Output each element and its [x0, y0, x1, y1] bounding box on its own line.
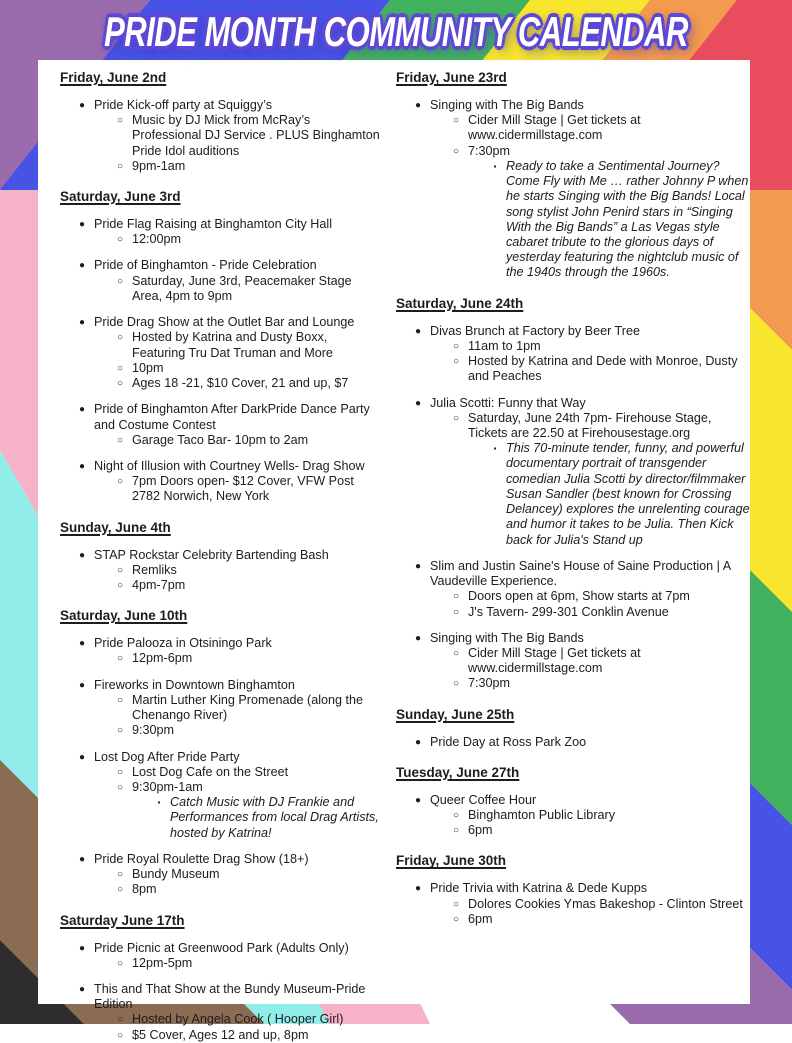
- event-detail-text: Doors open at 6pm, Show starts at 7pm: [468, 589, 690, 604]
- calendar-column-right: [396, 70, 752, 1043]
- bullet-icon: ○: [116, 1029, 124, 1041]
- bullet-icon: ●: [78, 983, 86, 995]
- event-detail-text: Saturday, June 3rd, Peacemaker Stage Area, 4pm to 9pm: [132, 273, 352, 303]
- bullet-icon: ○: [116, 476, 124, 488]
- event-detail-text: Bundy Museum: [132, 867, 220, 882]
- event-title-row: [396, 98, 752, 113]
- calendar-columns: [60, 70, 750, 1043]
- event-title: Fireworks in Downtown Binghamton: [94, 677, 295, 692]
- event-detail-text: Remliks: [132, 562, 177, 577]
- event-detail-text: Music by DJ Mick from McRay’s Professional DJ Service . PLUS Binghamton Pride Idol auditions: [132, 113, 380, 158]
- event-detail-row: [60, 232, 382, 247]
- event-detail-row: [60, 433, 382, 448]
- bullet-icon: ▪: [493, 444, 497, 454]
- event-item: [60, 315, 382, 391]
- bullet-icon: ○: [452, 678, 460, 690]
- bullet-icon: ●: [414, 397, 422, 409]
- bullet-icon: ○: [116, 957, 124, 969]
- event-title-row: [60, 402, 382, 432]
- event-title: Singing with The Big Bands: [430, 630, 584, 645]
- event-detail-row: [60, 765, 382, 780]
- event-detail-text: This 70-minute tender, funny, and powerful documentary portrait of transgender comedian Julia Scotti by director/filmmaker Susan Sandler (best known for Crossing Delancey) explores the unrelenting courage and humor it takes to be Julia. Then Kick back for Julia's Stand up: [506, 441, 750, 547]
- event-detail-text: 9:30pm: [132, 723, 175, 738]
- event-title: Singing with The Big Bands: [430, 97, 584, 112]
- bullet-icon: ●: [78, 99, 86, 111]
- bullet-icon: ○: [116, 782, 124, 793]
- event-detail-row: [396, 411, 752, 441]
- event-detail-row: [60, 1012, 382, 1027]
- event-title-row: [60, 217, 382, 232]
- event-title: Julia Scotti: Funny that Way: [430, 395, 586, 410]
- event-title: Lost Dog After Pride Party: [94, 749, 240, 764]
- event-title-row: [60, 982, 382, 1012]
- event-item: [60, 852, 382, 898]
- date-header: Friday, June 23rd: [396, 70, 507, 85]
- event-detail-text: 6pm: [468, 823, 493, 838]
- bullet-icon: ●: [78, 751, 86, 763]
- event-detail-text: Dolores Cookies Ymas Bakeshop - Clinton Street: [468, 896, 743, 911]
- bullet-icon: ○: [116, 1014, 124, 1026]
- event-detail-text: 6pm: [468, 911, 493, 926]
- event-item: [60, 98, 382, 174]
- bullet-icon: ○: [116, 332, 124, 344]
- event-detail-text: Cider Mill Stage | Get tickets at www.cidermillstage.com: [468, 646, 641, 676]
- event-detail-text: 4pm-7pm: [132, 578, 186, 593]
- event-detail-text: Garage Taco Bar- 10pm to 2am: [132, 432, 309, 447]
- calendar-section: [396, 707, 752, 750]
- event-item: [60, 678, 382, 739]
- calendar-section: [396, 296, 752, 692]
- date-header: Friday, June 30th: [396, 853, 507, 869]
- event-detail-text: J's Tavern- 299-301 Conklin Avenue: [468, 604, 669, 619]
- event-title: This and That Show at the Bundy Museum-Pride Edition: [94, 981, 366, 1012]
- event-title-row: [60, 941, 382, 956]
- event-detail-row: [396, 823, 752, 838]
- bullet-icon: ○: [116, 378, 124, 390]
- event-title: Pride of Binghamton - Pride Celebration: [94, 258, 317, 273]
- event-detail-text: Hosted by Katrina and Dusty Boxx, Featuring Tru Dat Truman and More: [132, 330, 333, 360]
- event-title: Pride Day at Ross Park Zoo: [430, 734, 587, 749]
- event-title-row: [60, 750, 382, 765]
- event-item: [396, 559, 752, 620]
- event-detail-text: 11am to 1pm: [468, 338, 541, 353]
- event-detail-text: 7pm Doors open- $12 Cover, VFW Post 2782 Norwich, New York: [132, 474, 354, 504]
- event-title-row: [396, 324, 752, 339]
- event-detail-text: 12pm-6pm: [132, 651, 193, 666]
- event-detail-row: [396, 676, 752, 691]
- event-item: [60, 217, 382, 247]
- date-header: Saturday, June 10th: [60, 608, 188, 624]
- event-detail-row: [60, 956, 382, 971]
- calendar-section: [396, 70, 752, 281]
- event-title-row: [396, 881, 752, 896]
- bullet-icon: ○: [452, 825, 460, 837]
- event-detail-text: 8pm: [132, 882, 157, 897]
- event-item: [396, 793, 752, 839]
- event-detail-row: [60, 361, 382, 376]
- event-detail-row: [60, 578, 382, 593]
- bullet-icon: ●: [414, 99, 422, 111]
- event-detail-row: [396, 589, 752, 604]
- bullet-icon: ●: [78, 404, 86, 416]
- bullet-icon: ○: [116, 884, 124, 896]
- event-detail-row: [60, 693, 382, 723]
- event-title: Night of Illusion with Courtney Wells- Drag Show: [94, 458, 365, 473]
- event-title-row: [60, 98, 382, 113]
- event-detail-row: [396, 354, 752, 384]
- date-header: Saturday, June 3rd: [60, 189, 181, 205]
- event-title: STAP Rockstar Celebrity Bartending Bash: [94, 547, 329, 562]
- bullet-icon: ○: [452, 340, 460, 352]
- event-detail-row: [60, 330, 382, 360]
- date-header: Sunday, June 25th: [396, 706, 515, 722]
- bullet-icon: ○: [452, 809, 460, 821]
- event-detail-text: 10pm: [132, 360, 164, 375]
- event-title: Pride Trivia with Katrina & Dede Kupps: [430, 881, 647, 896]
- event-item: [60, 941, 382, 971]
- bullet-icon: ●: [78, 218, 86, 230]
- event-detail-text: 9:30pm-1am: [132, 780, 203, 794]
- bullet-icon: ●: [78, 549, 86, 561]
- event-title: Pride Royal Roulette Drag Show (18+): [94, 851, 309, 866]
- bullet-icon: ●: [78, 679, 86, 691]
- bullet-icon: ○: [116, 564, 124, 576]
- event-detail-row: [60, 795, 382, 841]
- bullet-icon: ●: [414, 632, 422, 644]
- event-title: Slim and Justin Saine's House of Saine Production | A Vaudeville Experience.: [430, 558, 731, 589]
- calendar-section: [60, 189, 382, 505]
- event-title-row: [396, 396, 752, 411]
- bullet-icon: ●: [78, 260, 86, 272]
- bullet-icon: ○: [452, 913, 460, 925]
- bullet-icon: ○: [116, 434, 124, 446]
- event-detail-text: 7:30pm: [468, 143, 511, 158]
- event-title-row: [60, 548, 382, 563]
- event-detail-row: [60, 376, 382, 391]
- event-title-row: [396, 793, 752, 808]
- bullet-icon: ○: [116, 275, 124, 287]
- bullet-icon: ○: [116, 160, 124, 172]
- bullet-icon: ○: [452, 591, 460, 603]
- bullet-icon: ●: [78, 942, 86, 954]
- event-title: Pride Drag Show at the Outlet Bar and Lounge: [94, 315, 355, 330]
- bullet-icon: ○: [116, 725, 124, 737]
- bullet-icon: ○: [452, 648, 460, 660]
- date-header: Saturday, June 24th: [396, 295, 524, 311]
- poster-title: PRIDE MONTH COMMUNITY CALENDAR: [104, 8, 688, 56]
- bullet-icon: ○: [452, 898, 460, 910]
- event-detail-text: 12:00pm: [132, 232, 182, 247]
- bullet-icon: ●: [414, 560, 422, 572]
- calendar-section: [60, 520, 382, 594]
- event-item: [396, 631, 752, 692]
- event-title: Queer Coffee Hour: [430, 792, 537, 807]
- event-title: Pride Flag Raising at Binghamton City Hall: [94, 216, 332, 231]
- date-header: Tuesday, June 27th: [396, 764, 520, 780]
- event-item: [60, 548, 382, 594]
- calendar-section: [396, 853, 752, 927]
- event-detail-row: [396, 144, 752, 159]
- bullet-icon: ○: [116, 653, 124, 665]
- event-item: [60, 459, 382, 505]
- event-detail-row: [60, 867, 382, 882]
- event-detail-row: [60, 780, 382, 795]
- event-detail-text: 9pm-1am: [132, 158, 186, 173]
- bullet-icon: ○: [116, 362, 124, 374]
- event-detail-row: [60, 474, 382, 504]
- event-title: Pride of Binghamton After DarkPride Dance Party and Costume Contest: [94, 402, 370, 432]
- event-detail-text: 12pm-5pm: [132, 955, 193, 970]
- event-detail-row: [396, 808, 752, 823]
- bullet-icon: ●: [414, 883, 422, 895]
- date-header: Sunday, June 4th: [60, 519, 171, 535]
- bullet-icon: ○: [116, 694, 124, 706]
- event-detail-text: Ready to take a Sentimental Journey? Come Fly with Me … rather Johnny P when he starts Singing with the Big Bands! Local song stylist John Penird stars in “Singing With the Big Bands” a Las Vegas style cabaret tribute to the glorious days of yesterday featuring the nightclub music of the 1940s through the 1960s.: [506, 158, 749, 280]
- event-title-row: [60, 258, 382, 273]
- bullet-icon: ●: [78, 853, 86, 865]
- event-detail-row: [60, 651, 382, 666]
- bullet-icon: ●: [414, 794, 422, 806]
- event-item: [60, 636, 382, 666]
- event-title-row: [60, 678, 382, 693]
- bullet-icon: ○: [116, 766, 124, 778]
- event-title-row: [60, 636, 382, 651]
- event-detail-row: [396, 339, 752, 354]
- bullet-icon: ○: [452, 145, 460, 157]
- event-title-row: [396, 559, 752, 589]
- event-detail-text: Lost Dog Cafe on the Street: [132, 764, 289, 779]
- event-detail-row: [60, 274, 382, 304]
- event-detail-row: [60, 723, 382, 738]
- bullet-icon: ▪: [157, 798, 161, 808]
- calendar-column-left: [60, 70, 382, 1043]
- event-title-row: [396, 735, 752, 750]
- event-title: Pride Kick-off party at Squiggy’s: [94, 97, 273, 112]
- event-item: [60, 750, 382, 841]
- bullet-icon: ●: [414, 736, 422, 748]
- event-detail-row: [60, 113, 382, 159]
- date-header: Saturday June 17th: [60, 912, 185, 928]
- event-detail-row: [396, 441, 752, 548]
- event-detail-text: Hosted by Angela Cook ( Hooper Girl): [132, 1012, 344, 1027]
- event-title: Divas Brunch at Factory by Beer Tree: [430, 323, 640, 338]
- bullet-icon: ○: [452, 356, 460, 368]
- event-title-row: [60, 459, 382, 474]
- calendar-section: [60, 70, 382, 174]
- event-detail-row: [396, 113, 752, 143]
- event-detail-text: Binghamton Public Library: [468, 807, 616, 822]
- event-detail-row: [60, 563, 382, 578]
- bullet-icon: ○: [452, 115, 460, 127]
- event-item: [396, 396, 752, 548]
- event-title-row: [396, 631, 752, 646]
- event-detail-row: [60, 882, 382, 897]
- event-item: [396, 735, 752, 750]
- event-item: [60, 258, 382, 304]
- bullet-icon: ●: [78, 460, 86, 472]
- event-detail-row: [60, 1028, 382, 1043]
- date-header: Friday, June 2nd: [60, 70, 167, 85]
- event-detail-text: Ages 18 -21, $10 Cover, 21 and up, $7: [132, 376, 349, 391]
- event-detail-row: [396, 159, 752, 281]
- bullet-icon: ○: [452, 606, 460, 618]
- event-title-row: [60, 315, 382, 330]
- event-detail-row: [396, 912, 752, 927]
- event-detail-text: Hosted by Katrina and Dede with Monroe, Dusty and Peaches: [468, 354, 738, 384]
- calendar-content-box: [38, 60, 750, 1042]
- event-title: Pride Picnic at Greenwood Park (Adults Only): [94, 940, 349, 955]
- event-item: [60, 402, 382, 448]
- bullet-icon: ○: [116, 115, 124, 127]
- event-title-row: [60, 852, 382, 867]
- event-detail-text: 7:30pm: [468, 676, 511, 691]
- bullet-icon: ●: [78, 317, 86, 329]
- event-item: [396, 324, 752, 385]
- event-detail-text: $5 Cover, Ages 12 and up, 8pm: [132, 1027, 309, 1042]
- event-detail-text: Saturday, June 24th 7pm- Firehouse Stage, Tickets are 22.50 at Firehousestage.org: [468, 410, 712, 440]
- event-detail-text: Catch Music with DJ Frankie and Performances from local Drag Artists, hosted by Katrina!: [170, 795, 379, 840]
- event-item: [60, 982, 382, 1043]
- event-item: [396, 881, 752, 927]
- bullet-icon: ●: [78, 638, 86, 650]
- bullet-icon: ○: [116, 580, 124, 592]
- calendar-section: [60, 608, 382, 897]
- bullet-icon: ○: [116, 869, 124, 881]
- event-detail-text: Martin Luther King Promenade (along the Chenango River): [132, 692, 364, 723]
- event-detail-row: [396, 605, 752, 620]
- bullet-icon: ▪: [493, 161, 497, 171]
- bullet-icon: ○: [116, 234, 124, 246]
- event-detail-row: [396, 897, 752, 912]
- event-title: Pride Palooza in Otsiningo Park: [94, 636, 272, 651]
- event-detail-row: [396, 646, 752, 676]
- calendar-section: [396, 765, 752, 839]
- calendar-section: [60, 913, 382, 1043]
- event-detail-text: Cider Mill Stage | Get tickets at www.cidermillstage.com: [468, 113, 641, 143]
- bullet-icon: ○: [452, 412, 460, 424]
- bullet-icon: ●: [414, 325, 422, 337]
- event-item: [396, 98, 752, 281]
- event-detail-row: [60, 159, 382, 174]
